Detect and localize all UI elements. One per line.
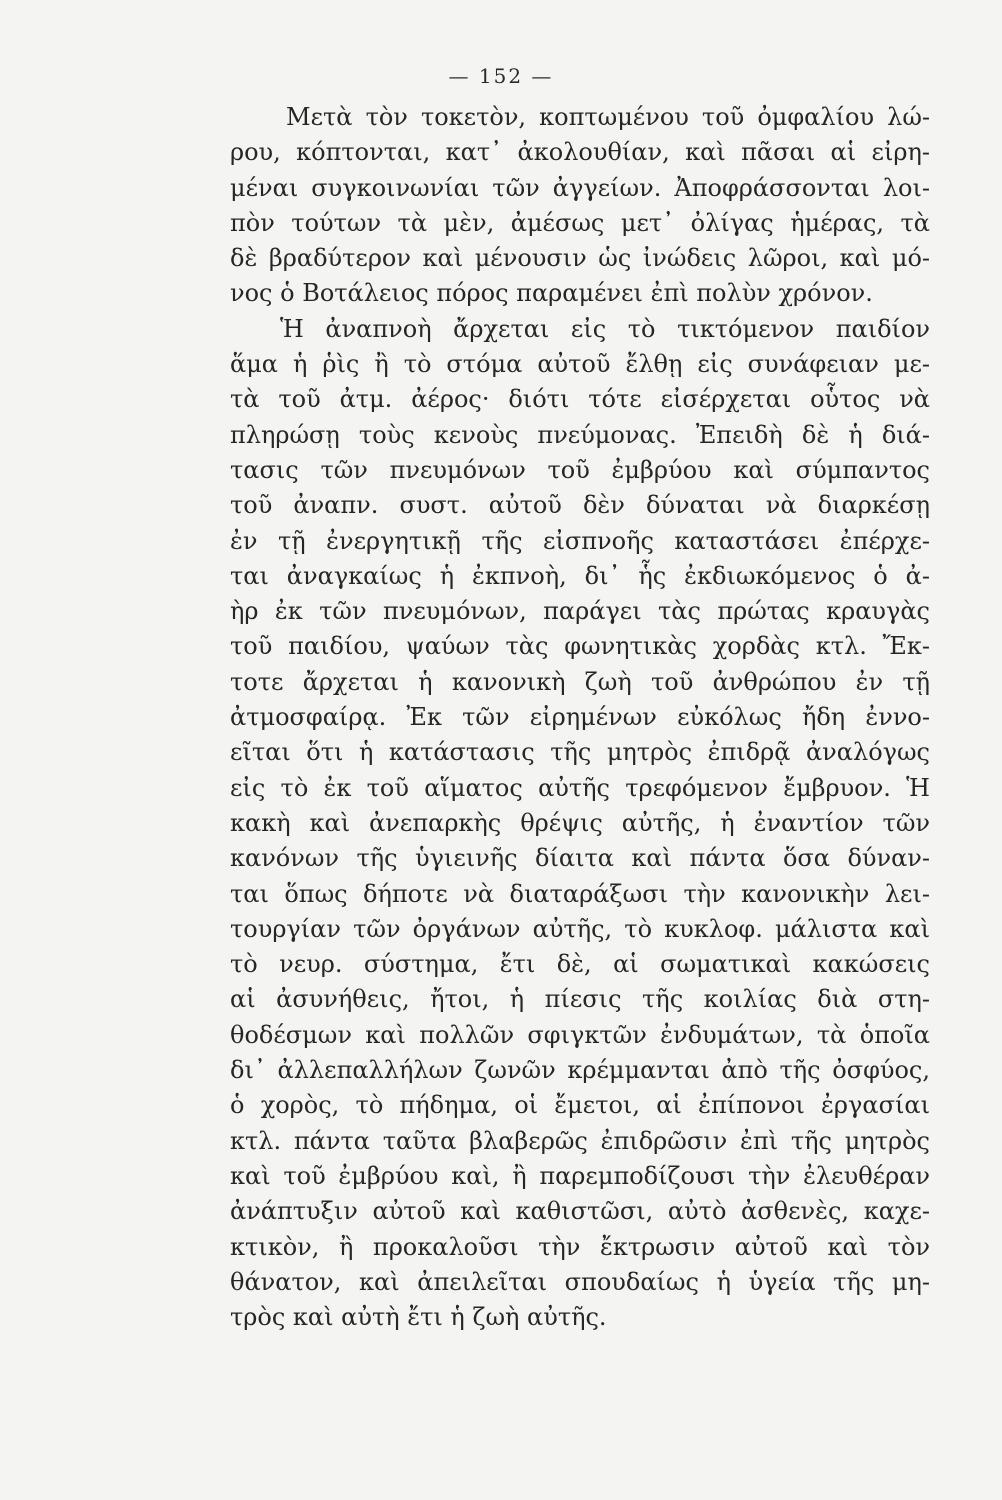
- text-line: δὲ βραδύτερον καὶ μένουσιν ὡς ἰνώδεις λῶροι, καὶ μό-: [230, 244, 930, 273]
- text-line: ὴρ ἐκ τῶν πνευμόνων, παράγει τὰς πρώτας κραυγὰς: [230, 597, 930, 626]
- text-line: κανόνων τῆς ὑγιεινῆς δίαιτα καὶ πάντα ὅσα δύναν-: [230, 844, 930, 873]
- text-line: τὸ νευρ. σύστημα, ἔτι δὲ, αἱ σωματικαὶ κακώσεις: [230, 950, 930, 979]
- text-line: τοῦ παιδίου, ψαύων τὰς φωνητικὰς χορδὰς κτλ. Ἔκ-: [230, 632, 930, 661]
- text-line: ρου, κόπτονται, κατ᾽ ἀκολουθίαν, καὶ πᾶσαι αἱ εἰρη-: [230, 138, 930, 167]
- text-line: ἀνάπτυξιν αὐτοῦ καὶ καθιστῶσι, αὐτὸ ἀσθενὲς, καχε-: [230, 1197, 930, 1226]
- text-line: κτικὸν, ἢ προκαλοῦσι τὴν ἔκτρωσιν αὐτοῦ καὶ τὸν: [230, 1232, 930, 1261]
- text-line: Ἡ ἀναπνοὴ ἄρχεται εἰς τὸ τικτόμενον παιδίον: [280, 314, 930, 343]
- text-line: εἰς τὸ ἐκ τοῦ αἵματος αὐτῆς τρεφόμενον ἔμβρυον. Ἡ: [230, 773, 930, 802]
- text-line: ται ὅπως δήποτε νὰ διαταράξωσι τὴν κανονικὴν λει-: [230, 879, 930, 908]
- text-line: ὁ χορὸς, τὸ πήδημα, οἱ ἔμετοι, αἱ ἐπίπονοι ἐργασίαι: [230, 1091, 930, 1120]
- text-line: θάνατον, καὶ ἀπειλεῖται σπουδαίως ἡ ὑγεία τῆς μη-: [230, 1267, 930, 1296]
- text-line: τρὸς καὶ αὐτὴ ἔτι ἡ ζωὴ αὐτῆς.: [230, 1303, 607, 1332]
- page-number: — 152 —: [448, 64, 554, 88]
- text-line: καὶ τοῦ ἐμβρύου καὶ, ἢ παρεμποδίζουσι τὴν ἐλευθέραν: [230, 1161, 930, 1190]
- body-text: [230, 100, 930, 1335]
- text-line: πὸν τούτων τὰ μὲν, ἀμέσως μετ᾽ ὀλίγας ἡμέρας, τὰ: [230, 208, 930, 237]
- text-line: θοδέσμων καὶ πολλῶν σφιγκτῶν ἐνδυμάτων, τὰ ὁποῖα: [230, 1020, 930, 1049]
- text-line: τοῦ ἀναπν. συστ. αὐτοῦ δὲν δύναται νὰ διαρκέσῃ: [230, 491, 930, 520]
- text-line: νος ὁ Βοτάλειος πόρος παραμένει ἐπὶ πολὺν χρόνον.: [230, 279, 873, 308]
- text-line: κακὴ καὶ ἀνεπαρκὴς θρέψις αὐτῆς, ἡ ἐναντίον τῶν: [230, 808, 930, 837]
- text-line: μέναι συγκοινωνίαι τῶν ἀγγείων. Ἀποφράσσονται λοι-: [230, 173, 930, 202]
- text-line: τουργίαν τῶν ὀργάνων αὐτῆς, τὸ κυκλοφ. μάλιστα καὶ: [230, 914, 930, 943]
- text-line: κτλ. πάντα ταῦτα βλαβερῶς ἐπιδρῶσιν ἐπὶ τῆς μητρὸς: [230, 1126, 930, 1155]
- text-line: εῖται ὅτι ἡ κατάστασις τῆς μητρὸς ἐπιδρᾷ ἀναλόγως: [230, 738, 930, 767]
- text-line: τοτε ἄρχεται ἡ κανονικὴ ζωὴ τοῦ ἀνθρώπου ἐν τῇ: [230, 667, 930, 696]
- text-line: τασις τῶν πνευμόνων τοῦ ἐμβρύου καὶ σύμπαντος: [230, 455, 930, 484]
- text-line: ται ἀναγκαίως ἡ ἐκπνοὴ, δι᾽ ἧς ἐκδιωκόμενος ὁ ἀ-: [230, 561, 930, 590]
- text-line: τὰ τοῦ ἀτμ. ἀέρος· διότι τότε εἰσέρχεται οὗτος νὰ: [230, 385, 930, 414]
- text-line: ἅμα ἡ ῥὶς ἢ τὸ στόμα αὐτοῦ ἔλθῃ εἰς συνάφειαν με-: [230, 350, 930, 379]
- text-line: αἱ ἀσυνήθεις, ἤτοι, ἡ πίεσις τῆς κοιλίας διὰ στη-: [230, 985, 930, 1014]
- text-line: ἐν τῇ ἐνεργητικῇ τῆς εἰσπνοῆς καταστάσει ἐπέρχε-: [230, 526, 930, 555]
- text-line: πληρώσῃ τοὺς κενοὺς πνεύμονας. Ἐπειδὴ δὲ ἡ διά-: [230, 420, 930, 449]
- text-line: ἀτμοσφαίρᾳ. Ἐκ τῶν εἰρημένων εὐκόλως ἤδη ἐννο-: [230, 703, 930, 732]
- text-line: Μετὰ τὸν τοκετὸν, κοπτωμένου τοῦ ὀμφαλίου λώ-: [286, 103, 930, 131]
- text-line: δι᾽ ἀλλεπαλλήλων ζωνῶν κρέμμανται ἀπὸ τῆς ὀσφύος,: [230, 1056, 930, 1085]
